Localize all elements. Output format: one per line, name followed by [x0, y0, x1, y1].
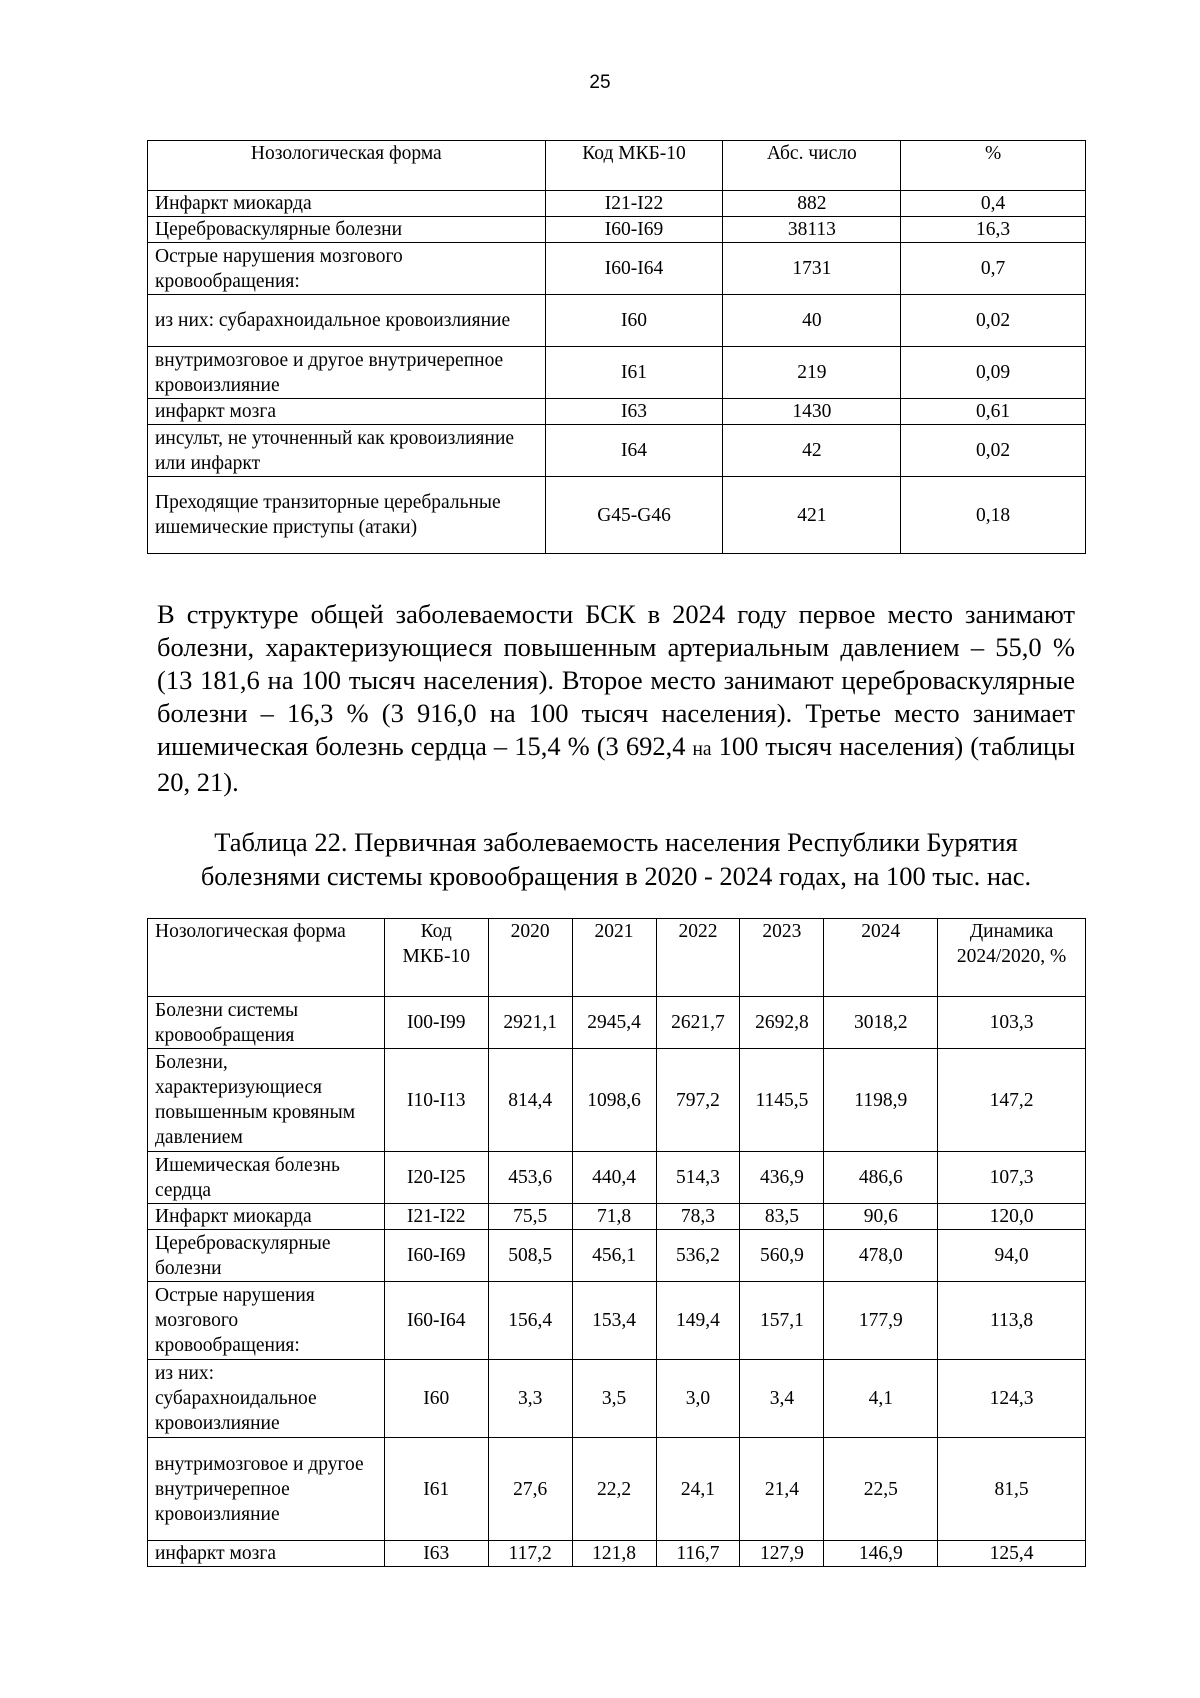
cell-dynamics: 125,4 — [938, 1541, 1086, 1567]
cell-code: I00-I99 — [384, 997, 488, 1049]
cell-percent: 0,02 — [901, 425, 1086, 477]
cell-2021: 2945,4 — [572, 997, 656, 1049]
cell-2020: 117,2 — [488, 1541, 572, 1567]
cell-2023: 127,9 — [740, 1541, 824, 1567]
cell-nosology: инсульт, не уточненный как кровоизлияние или инфаркт — [148, 425, 546, 477]
table-row — [148, 243, 1086, 295]
cell-2020: 2921,1 — [488, 997, 572, 1049]
header-icd-code: Код МКБ-10 — [384, 919, 488, 997]
cell-code: I61 — [384, 1438, 488, 1541]
cell-2023: 560,9 — [740, 1230, 824, 1282]
cell-code: I60-I64 — [545, 243, 723, 295]
cell-2020: 75,5 — [488, 1204, 572, 1230]
table-row — [148, 425, 1086, 477]
cell-2020: 3,3 — [488, 1360, 572, 1438]
cell-code: I21-I22 — [545, 191, 723, 217]
cell-2022: 536,2 — [656, 1230, 740, 1282]
cell-2021: 1098,6 — [572, 1049, 656, 1152]
cell-2024: 90,6 — [824, 1204, 938, 1230]
cell-2024: 22,5 — [824, 1438, 938, 1541]
cell-nosology: Цереброваскулярные болезни — [148, 217, 546, 243]
cell-dynamics: 147,2 — [938, 1049, 1086, 1152]
cell-nosology: из них: субарахноидальное кровоизлияние — [148, 295, 546, 347]
table-row — [148, 1204, 1086, 1230]
cell-abs: 1430 — [723, 399, 901, 425]
cell-nosology: Болезни, характеризующиеся повышенным кровяным давлением — [148, 1049, 385, 1152]
cell-2022: 3,0 — [656, 1360, 740, 1438]
cell-2020: 508,5 — [488, 1230, 572, 1282]
cell-nosology: Инфаркт миокарда — [148, 191, 546, 217]
cell-2022: 24,1 — [656, 1438, 740, 1541]
cell-percent: 16,3 — [901, 217, 1086, 243]
cell-dynamics: 120,0 — [938, 1204, 1086, 1230]
cell-nosology: внутримозговое и другое внутричерепное кровоизлияние — [148, 1438, 385, 1541]
cell-2023: 1145,5 — [740, 1049, 824, 1152]
cell-dynamics: 94,0 — [938, 1230, 1086, 1282]
cell-2020: 27,6 — [488, 1438, 572, 1541]
cell-dynamics: 124,3 — [938, 1360, 1086, 1438]
table-row — [148, 1282, 1086, 1360]
header-percent: % — [901, 141, 1086, 191]
header-dynamics: Динамика 2024/2020, % — [938, 919, 1086, 997]
table-row — [148, 1541, 1086, 1567]
cell-2024: 486,6 — [824, 1152, 938, 1204]
table-row — [148, 399, 1086, 425]
header-year-2022: 2022 — [656, 919, 740, 997]
cell-percent: 0,61 — [901, 399, 1086, 425]
cell-2021: 3,5 — [572, 1360, 656, 1438]
cell-code: I60 — [545, 295, 723, 347]
table-row — [148, 477, 1086, 554]
cell-2020: 453,6 — [488, 1152, 572, 1204]
table-row — [148, 1360, 1086, 1438]
table-row — [148, 1438, 1086, 1541]
table-icd-share — [147, 140, 1086, 554]
cell-2021: 121,8 — [572, 1541, 656, 1567]
cell-nosology: Ишемическая болезнь сердца — [148, 1152, 385, 1204]
table-row — [148, 217, 1086, 243]
table-row — [148, 1152, 1086, 1204]
cell-2023: 83,5 — [740, 1204, 824, 1230]
cell-2024: 1198,9 — [824, 1049, 938, 1152]
header-year-2021: 2021 — [572, 919, 656, 997]
cell-nosology: Преходящие транзиторные церебральные ишемические приступы (атаки) — [148, 477, 546, 554]
cell-2020: 156,4 — [488, 1282, 572, 1360]
cell-2022: 514,3 — [656, 1152, 740, 1204]
table-header-row — [148, 141, 1086, 191]
cell-code: I60 — [384, 1360, 488, 1438]
body-paragraph — [157, 598, 1075, 799]
cell-2024: 146,9 — [824, 1541, 938, 1567]
cell-nosology: Болезни системы кровообращения — [148, 997, 385, 1049]
caption-line-2: болезнями системы кровообращения в 2020 - 2024 годах, на 100 тыс. нас. — [200, 861, 1032, 891]
cell-abs: 219 — [723, 347, 901, 399]
cell-2022: 149,4 — [656, 1282, 740, 1360]
cell-2022: 2621,7 — [656, 997, 740, 1049]
cell-2024: 177,9 — [824, 1282, 938, 1360]
cell-dynamics: 81,5 — [938, 1438, 1086, 1541]
cell-code: I60-I69 — [545, 217, 723, 243]
cell-code: I10-I13 — [384, 1049, 488, 1152]
cell-2021: 153,4 — [572, 1282, 656, 1360]
table-row — [148, 347, 1086, 399]
header-nosology: Нозологическая форма — [148, 141, 546, 191]
cell-nosology: внутримозговое и другое внутричерепное кровоизлияние — [148, 347, 546, 399]
cell-2023: 3,4 — [740, 1360, 824, 1438]
cell-nosology: Цереброваскулярные болезни — [148, 1230, 385, 1282]
cell-code: G45-G46 — [545, 477, 723, 554]
cell-2024: 3018,2 — [824, 997, 938, 1049]
caption-line-1: Таблица 22. Первичная заболеваемость населения Республики Бурятия — [214, 827, 1018, 857]
cell-percent: 0,18 — [901, 477, 1086, 554]
cell-2023: 436,9 — [740, 1152, 824, 1204]
cell-2021: 22,2 — [572, 1438, 656, 1541]
header-abs-number: Абс. число — [723, 141, 901, 191]
cell-2020: 814,4 — [488, 1049, 572, 1152]
header-icd-code: Код МКБ-10 — [545, 141, 723, 191]
cell-dynamics: 113,8 — [938, 1282, 1086, 1360]
cell-code: I63 — [384, 1541, 488, 1567]
table-primary-morbidity — [147, 918, 1086, 1567]
cell-nosology: инфаркт мозга — [148, 399, 546, 425]
table-row — [148, 295, 1086, 347]
cell-2024: 478,0 — [824, 1230, 938, 1282]
cell-2022: 797,2 — [656, 1049, 740, 1152]
table-caption — [140, 825, 1092, 893]
cell-nosology: Инфаркт миокарда — [148, 1204, 385, 1230]
cell-percent: 0,02 — [901, 295, 1086, 347]
paragraph-text-small: на — [692, 739, 712, 760]
header-nosology: Нозологическая форма — [148, 919, 385, 997]
cell-dynamics: 107,3 — [938, 1152, 1086, 1204]
cell-code: I60-I64 — [384, 1282, 488, 1360]
table-header-row — [148, 919, 1086, 997]
table-row — [148, 191, 1086, 217]
cell-abs: 42 — [723, 425, 901, 477]
header-year-2023: 2023 — [740, 919, 824, 997]
cell-2024: 4,1 — [824, 1360, 938, 1438]
cell-abs: 40 — [723, 295, 901, 347]
cell-nosology: инфаркт мозга — [148, 1541, 385, 1567]
cell-code: I20-I25 — [384, 1152, 488, 1204]
cell-2023: 2692,8 — [740, 997, 824, 1049]
paragraph-text: В структуре общей заболеваемости БСК в 2024 году первое место занимают болезни, характеризующиеся повышенным артериальным давлением – 55,0 % (13 181,6 на 100 тысяч населения). Второе место занимают цереброваскулярные болезни – 16,3 % (3 916,0 на 100 тысяч населения). Третье место занимает ишемическая болезнь сердца – 15,4 % (3 692,4 — [157, 599, 1075, 761]
table-row — [148, 1049, 1086, 1152]
header-year-2024: 2024 — [824, 919, 938, 997]
cell-code: I60-I69 — [384, 1230, 488, 1282]
cell-code: I64 — [545, 425, 723, 477]
cell-2021: 440,4 — [572, 1152, 656, 1204]
cell-code: I61 — [545, 347, 723, 399]
cell-abs: 1731 — [723, 243, 901, 295]
cell-percent: 0,4 — [901, 191, 1086, 217]
cell-2021: 456,1 — [572, 1230, 656, 1282]
header-year-2020: 2020 — [488, 919, 572, 997]
cell-2023: 157,1 — [740, 1282, 824, 1360]
cell-2023: 21,4 — [740, 1438, 824, 1541]
cell-abs: 882 — [723, 191, 901, 217]
cell-2022: 116,7 — [656, 1541, 740, 1567]
paragraph-text: 100 тысяч населения) (таблицы 20, 21). — [157, 731, 1075, 797]
cell-2021: 71,8 — [572, 1204, 656, 1230]
table-row — [148, 997, 1086, 1049]
page-number: 25 — [589, 72, 611, 93]
cell-percent: 0,7 — [901, 243, 1086, 295]
cell-code: I21-I22 — [384, 1204, 488, 1230]
cell-abs: 38113 — [723, 217, 901, 243]
cell-code: I63 — [545, 399, 723, 425]
cell-nosology: Острые нарушения мозгового кровообращения: — [148, 243, 546, 295]
cell-2022: 78,3 — [656, 1204, 740, 1230]
cell-dynamics: 103,3 — [938, 997, 1086, 1049]
cell-nosology: Острые нарушения мозгового кровообращения: — [148, 1282, 385, 1360]
cell-nosology: из них: субарахноидальное кровоизлияние — [148, 1360, 385, 1438]
cell-abs: 421 — [723, 477, 901, 554]
cell-percent: 0,09 — [901, 347, 1086, 399]
table-row — [148, 1230, 1086, 1282]
